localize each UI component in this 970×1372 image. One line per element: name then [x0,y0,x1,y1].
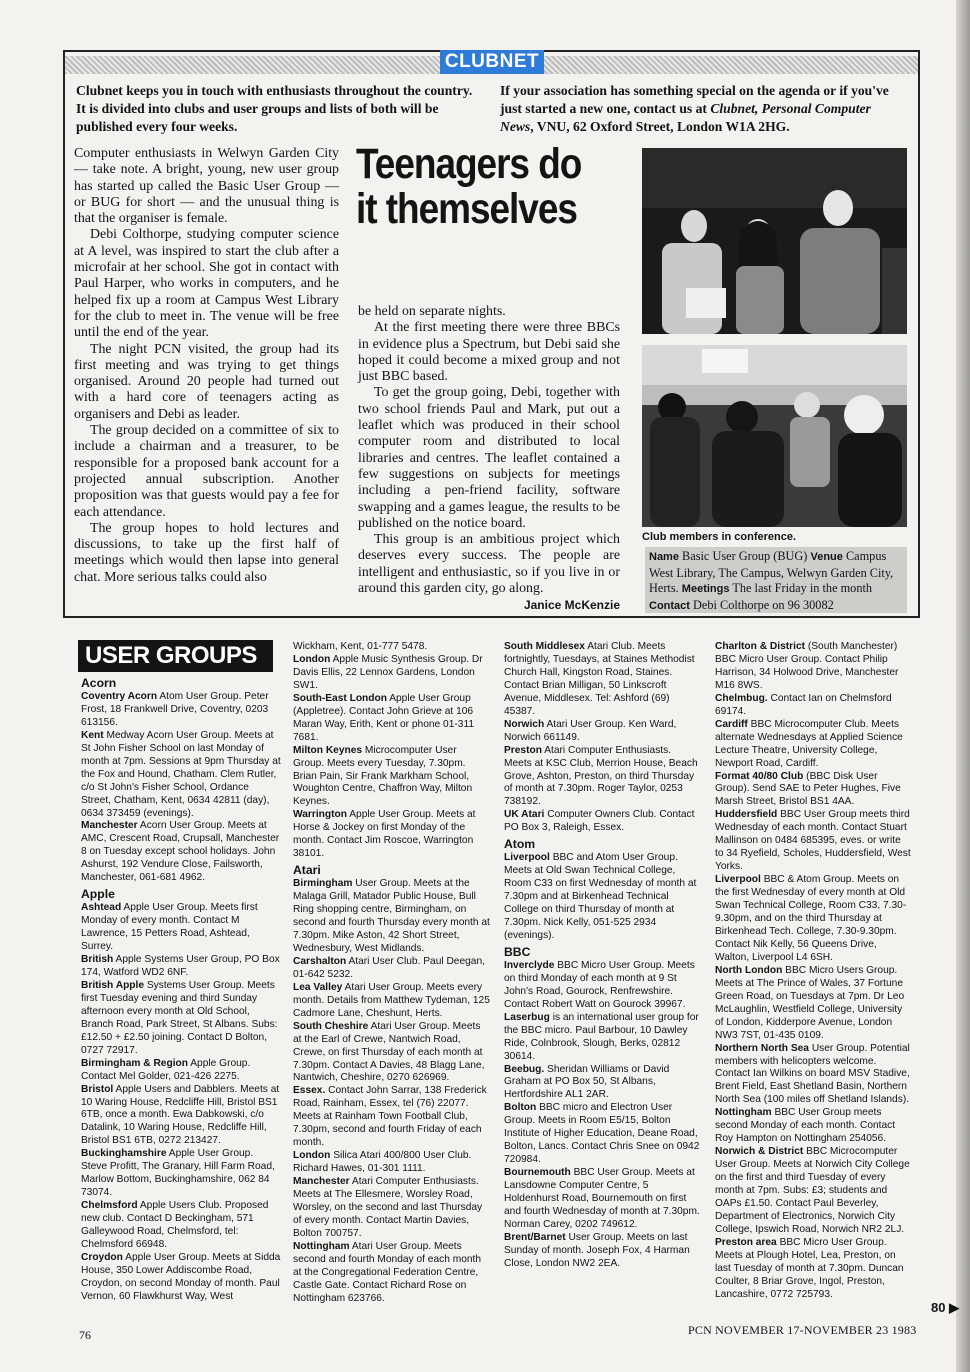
listing-entry-name: South Cheshire [293,1020,369,1032]
listing-entry [293,809,490,861]
listing-entry [504,1102,700,1167]
listing-entry-name: Ashtead [81,902,122,914]
article-paragraph: To get the group going, Debi, together with two school friends Paul and Mark, put out a leaflet which was produced in their school computer room and distributed to local libraries and centres. The leaflet contained a few suggestions on subjects for meetings including a pen-friend facility, software swapping and a games league, the results to be published on the notice board. [358,385,620,531]
listing-entry-text: Apple Systems User Group, PO Box 174, Watford WD2 6NF. [81,954,280,978]
clubnet-section-tag: CLUBNET [440,50,544,74]
listing-entry-name: Liverpool [504,852,550,864]
listing-section-heading: Apple [81,887,115,902]
intro-left: Clubnet keeps you in touch with enthusiasts throughout the country. It is divided into clubs and user groups and lists of both will be published every four weeks. [76,83,473,134]
article-headline: Teenagers do it themselves [356,140,582,233]
listing-entry [293,693,490,745]
listing-entry-name: Charlton & District [715,641,805,652]
listing-entry-name: Kent [81,729,104,741]
listing-entry-text: BBC Micro User Group. Meets at Plough Hotel, Lea, Preston, on last Tuesday of month at 7.30pm. Duncan Coulter, 8 Briar Grove, Ingol, Preston, Lancashire, 0772 725793. [715,1236,904,1300]
listing-entry [293,654,490,693]
listing-entry-text: BBC Micro User Group. Meets on third Monday of each month at 9 St John's Road, Gourock, Renfrewshire. Contact Robert Watt on Gourock 39967. [504,959,695,1010]
listing-entry-text: Contact John Sarrar, 138 Frederick Road, Rainham, Essex, tel (76) 22077. Meets at Rainham Town Football Club, 7.30pm, second and fourth Friday of each month. [293,1085,487,1149]
listing-entry [81,1148,281,1200]
listing-entry-name: Norwich [504,718,545,730]
listing-entry-text: Atari Computer Enthusiasts. Meets at The Ellesmere, Worsley Road, Worsley, on the second and last Thursday of every month. Contact Martin Davies, Bolton 700757. [293,1176,483,1239]
listing-entry-text: BBC and Atom User Group. Meets at Old Swan Technical College, Room C33 on first Wednesday of month at 7.30pm and at Birkenhead Technical College on third Thursday of month at 7.30pm. Nick Kelly, 051-525 2934 (evenings). [504,852,697,941]
listing-entry-text: Apple User Group. Steve Profitt, The Granary, Hill Farm Road, Marlow Bottom, Buckinghamshire, 062 84 73074. [81,1148,275,1199]
listing-entry-name: North London [715,964,783,976]
listing-entry-name: Essex. [293,1085,326,1097]
article-paragraph: The night PCN visited, the group had its first meeting and was trying to get things organised. Around 20 people had turned out with a hard core of teenagers acting as organisers and Debi as leader. [74,341,339,422]
listing-entry [504,1167,700,1232]
listing-entry [81,980,281,1058]
listing-entry-name: Buckinghamshire [81,1148,167,1160]
group-info-box: Name Basic User Group (BUG) Venue Campus West Library, The Campus, Welwyn Garden City, Herts. Meetings The last Friday in the month Contact Debi Colthorpe on 96 30082 [645,547,907,613]
page-binding-shadow [956,0,970,1372]
listing-entry-name: Bournemouth [504,1167,571,1179]
listing-entry [81,954,281,980]
listing-section-heading: BBC [504,944,531,959]
listing-entry-name: British [81,954,114,966]
article-paragraph: Debi Colthorpe, studying computer science at A level, was inspired to start the club after a microfair at her school. She got in contact with Paul Harper, who works in computers, and he helped fix up a room at Campus West Library for the club to meet in. The venue will be free until the end of the year. [74,227,339,341]
listing-entry-text: BBC Microcomputer Club. Meets alternate Wednesdays at Applied Science Lecture Theatre, University College, Newport Road, Cardiff. [715,718,903,769]
listing-entry-text: User Group. Meets on last Sunday of month. Joseph Fox, 4 Harman Close, London NW2 2EA. [504,1231,690,1269]
listing-column-b [293,641,490,1306]
listing-entry-name: Manchester [293,1176,350,1188]
listing-entry-name: Norwich & District [715,1146,804,1158]
listing-entry [504,1064,700,1103]
listing-entry-text: BBC Micro Users Group. Meets at The Prince of Wales, 37 Fortune Green Road, on Tuesdays at 7pm. Dr Leo McLaughlin, Westfield College, University of London, Kidderpore Avenue, London NW3 7ST, 01-435 0109. [715,964,905,1041]
listing-entry-text: Apple User Group. Meets first Monday of every month. Contact M Lawrence, 15 Petters Road, Ashtead, Surrey. [81,902,258,953]
listing-entry-name: Chelmsford [81,1200,138,1212]
listing-entry [715,965,912,1043]
listing-entry-name: Preston [504,744,542,756]
listing-entry-text: Apple Music Synthesis Group. Dr Davis Ellis, 22 Lennox Gardens, London SW1. [293,653,483,691]
article-column-2 [358,304,620,597]
listing-entry-text: Apple Group. Contact Mel Golder, 021-426 2275. [81,1057,251,1082]
listing-entry-name: Bolton [504,1102,537,1114]
listing-entry-text: Medway Acorn User Group. Meets at St John Fisher School on last Monday of month at 7pm. Sessions at 9pm Thursday at the Fox and Hound, Chatham. Clem Rutler, c/o St John's Fisher School, Ordance Street, Chatham, Kent, 0634 42811 (day), 0634 373459 (evenings). [81,729,281,819]
listing-entry-name: Lea Valley [293,981,343,993]
listing-entry-text: Atari User Group. Meets at the Earl of Crewe, Nantwich Road, Crewe, on first Thursday of each month at 7.30pm. Contact A Davies, 48 Blagg Lane, Nantwich, Cheshire, 0270 626969. [293,1020,485,1084]
listing-entry [504,852,700,943]
listing-entry-name: Brent/Barnet [504,1231,566,1243]
listing-section-heading: Atari [293,863,321,878]
listing-entry [293,641,490,654]
listing-entry [715,1043,912,1108]
listing-entry [293,1150,490,1176]
listing-entry-text: Apple User Group. Meets at Horse & Jockey on first Monday of the month. Contact Jim Roscoe, Warrington 38101. [293,809,476,860]
listing-entry-name: Northern North Sea [715,1042,809,1054]
listing-entry-name: Bristol [81,1083,114,1095]
listing-entry-name: UK Atari [504,809,545,821]
listing-entry-name: Laserbug [504,1011,550,1023]
listing-entry-name: Warrington [293,809,347,821]
listing-entry [715,771,912,810]
listing-entry [81,1084,281,1149]
listing-entry-text: BBC User Group meets third Wednesday of each month. Contact Stuart Mallinson on 0484 685395, eves. or write to 34 Ryefield, Scholes, Huddersfield, West Yorks. [715,809,911,873]
listing-entry-name: Coventry Acorn [81,690,158,702]
listing-entry-name: London [293,1150,331,1162]
article-paragraph: be held on separate nights. [358,304,506,319]
article-paragraph: Computer enthusiasts in Welwyn Garden City — take note. A bright, young, new user group has started up called the Basic User Group — or BUG for short — and the unusual thing is that the organiser is female. [74,146,339,227]
listing-entry-name: Inverclyde [504,959,555,971]
listing-entry-text: Microcomputer User Group. Meets every Tuesday, 7.30pm. Brian Pain, Sir Frank Markham School, Woughton Centre, Chaffron Way, Milton Keynes. [293,744,473,808]
listing-entry-name: Preston area [715,1236,777,1248]
listing-entry-text: Apple User Group. Meets at Sidda House, 350 Lower Addiscombe Road, Croydon, on second Monday of month. Paul Vernon, 60 Flawkhurst Way, West [81,1251,281,1302]
listing-entry-text: Atari Club. Meets fortnightly, Tuesdays, at Staines Methodist Church Hall, Kingston Road, Staines. Contact Brian Milligan, 50 Linkscroft Avenue, Middlesex. Tel: Ashford (69) 45387. [504,641,695,717]
listing-entry [504,809,700,835]
listing-entry-text: Apple User Group (Appletree). Contact John Grieve at 106 Maran Way, Erith, Kent or phone 01-311 7681. [293,692,475,743]
listing-entry-name: Manchester [81,820,138,832]
article-paragraph: The group hopes to hold lectures and discussions, to take up the first half of meetings which would then lapse into general chat. More serious talks could also [74,520,339,585]
listing-section-heading: Acorn [81,676,117,690]
listing-entry [715,641,912,693]
listing-entry-name: London [293,653,331,665]
listing-entry [715,719,912,771]
listing-entry-text: Atari User Group. Meets second and fourth Monday of each month at the Congregational Federation Centre, Castle Gate. Contact Richard Rose on Nottingham 623766. [293,1240,482,1304]
listing-entry [504,1232,700,1271]
listing-entry-name: British Apple [81,979,145,991]
listing-entry-text: Atari Computer Enthusiasts. Meets at KSC Club, Merrion House, Beach Grove, Ashton, Preston, on third Thursday of month at 7.30pm. Roger Taylor, 0253 738192. [504,744,698,808]
listing-entry [293,1176,490,1241]
listing-entry [715,874,912,965]
listing-entry-name: Birmingham [293,878,353,890]
listing-entry-text: BBC User Group meets second Monday of each month. Contact Roy Hampton on Nottingham 254056. [715,1107,896,1145]
listing-entry-text: Silica Atari 400/800 User Club. Richard Hawes, 01-301 1111. [293,1150,472,1175]
photo-conference [642,345,907,527]
listing-entry-text: Acorn User Group. Meets at AMC, Crescent Road, Crupsall, Manchester 8 on Tuesday except school holidays. John Ashurst, 192 Vendure Close, Failsworth, Manchester, 061-681 4962. [81,820,280,884]
article-paragraph: The group decided on a committee of six to include a chairman and a treasurer, to be responsible for a proposed bank account for a projected annual subscription. Another proposition was that guests would pay a fee for each attendance. [74,423,339,520]
listing-entry [715,693,912,719]
article-column-1 [74,146,339,586]
listing-column-a [81,674,281,1304]
listing-column-c [504,641,700,1271]
listing-entry-name: Huddersfield [715,809,778,821]
listing-entry-name: South Middlesex [504,641,585,652]
page-number: 76 [79,1328,91,1342]
listing-entry-name: Beebug. [504,1063,545,1075]
photo-caption: Club members in conference. [642,531,797,543]
listing-entry [715,809,912,874]
continued-marker: 80 ▶ [931,1300,960,1315]
listing-entry-name: Cardiff [715,718,748,730]
listing-entry [81,691,281,730]
listing-entry-name: Birmingham & Region [81,1057,188,1069]
listing-entry [504,641,700,719]
listing-entry-text: Atom User Group. Peter Frost, 18 Frankwell Drive, Coventry, 0203 613156. [81,690,269,728]
photo-organisers [642,148,907,334]
listing-entry-name: Milton Keynes [293,744,363,756]
listing-entry [81,820,281,885]
listing-entry-name: Nottingham [293,1240,350,1252]
listing-entry-text: (BBC Disk User Group). Send SAE to Peter Hughes, Five Marsh Street, Bristol BS1 4AA. [715,770,901,808]
listing-entry [715,1237,912,1302]
listing-entry-text: Systems User Group. Meets first Tuesday evening and third Sunday afternoon every month at Old School, Branch Road, Park Street, St Albans. Subs: £12.50 + £2.50 joining. Contact D Bolton, 0727 72917. [81,979,278,1056]
listing-entry-text: Apple Users and Dabblers. Meets at 10 Waring House, Redcliffe Hill, Bristol BS1 6TB, once a month. Ewa Dabkowski, c/o Datalink, 10 Waring House, Redcliffe Hill, Bristol BS1 6TB, 0272 213427. [81,1083,280,1147]
listing-entry-name: Liverpool [715,874,761,886]
listing-entry-text: is an international user group for the BBC micro. Paul Barbour, 10 Dawley Ride, Colnbrook, Slough, Berks, 02812 30614. [504,1011,699,1062]
listing-entry [293,1241,490,1306]
listing-entry-name: Nottingham [715,1107,772,1119]
listing-entry [504,960,700,1012]
listing-entry [81,1200,281,1252]
listing-entry-text: BBC Microcomputer User Group. Meets at Norwich City College on the first and third Tuesday of every month at 7pm. Subs: £3; students and OAPs £1.50. Contact Paul Beverley, Department of Electronics, Norwich City College, Ipswich Road, Norwich NR2 2LJ. [715,1146,910,1235]
listing-entry-text: Atari User Group. Ken Ward, Norwich 661149. [504,718,677,743]
listing-entry-name: Chelmbug. [715,692,768,704]
listing-entry-text: Computer Owners Club. Contact PO Box 3, Raleigh, Essex. [504,809,695,834]
listing-entry-name: Carshalton [293,955,347,967]
listing-entry-text: Contact Ian on Chelmsford 69174. [715,692,892,717]
listing-entry [715,1107,912,1146]
listing-entry-name: Croydon [81,1251,123,1263]
listing-entry [81,902,281,954]
issue-footer: PCN NOVEMBER 17-NOVEMBER 23 1983 [688,1323,917,1337]
user-groups-heading: USER GROUPS [78,640,273,672]
listing-entry [293,982,490,1021]
listing-entry [81,1252,281,1304]
listing-entry [81,730,281,821]
listing-entry-text: BBC & Atom Group. Meets on the first Wednesday of every month at Old Swan Technical College, Room C33, 7.30-9.30pm, and on the third Thursday at Birkenhead Tech. College, 7.30-9.30pm. Contact Nik Kelly, 56 Queens Drive, Walton, Liverpool L4 6SH. [715,874,907,963]
listing-entry-text: Apple Users Club. Proposed new club. Contact D Beckingham, 571 Galleywood Road, Chelmsford, tel: Chelmsford 66948. [81,1200,269,1250]
listing-entry [504,719,700,745]
byline: Janice McKenzie [523,598,620,612]
listing-entry [293,745,490,810]
listing-entry-text: BBC micro and Electron User Group. Meets in Room E5/15, Bolton Institute of Higher Education, Deane Road, Bolton, Lancs. Contact Chris Snee on 0942 720984. [504,1102,700,1166]
listing-entry [293,1021,490,1086]
listing-entry-text: BBC User Group. Meets at Lansdowne Computer Centre, 5 Holdenhurst Road, Bournemouth on first and fourth Wednesday of month at 7.30pm. Norman Carey, 0202 749612. [504,1167,700,1230]
listing-entry-text: Atari User Group. Meets every month. Details from Matthew Tydeman, 125 Cadmore Lane, Cheshunt, Herts. [293,981,490,1019]
listing-entry-name: South-East London [293,692,387,704]
listing-section-heading: Atom [504,837,536,852]
listing-entry [715,1146,912,1237]
listing-column-d [715,641,912,1302]
listing-entry-text: User Group. Potential members with helicopters welcome. Contact Ian Wilkins on board MSV Stadive, Brent Field, East Shetland Basin, Northern North Sea (100 miles off Shetland Islands). [715,1042,910,1106]
article-paragraph: This group is an ambitious project which deserves every success. The people are intelligent and enthusiastic, so if you live in or around this garden city, go along. [358,532,620,597]
listing-entry [293,878,490,956]
listing-entry [293,1085,490,1150]
listing-entry [293,956,490,982]
intro-right: If your association has something special on the agenda or if you've just started a new one, contact us at Clubnet, Personal Computer News, VNU, 62 Oxford Street, London W1A 2HG. [500,83,889,134]
listing-entry-text: Sheridan Williams or David Graham at PO Box 50, St Albans, Hertfordshire AL1 2AR. [504,1063,670,1101]
listing-entry-text: Atari User Club. Paul Deegan, 01-642 5232. [293,955,485,980]
listing-entry [504,1012,700,1064]
article-paragraph: At the first meeting there were three BBCs in evidence plus a Spectrum, but Debi said she hoped it could become a mixed group and not just BBC based. [358,320,620,385]
listing-entry-text: Wickham, Kent, 01-777 5478. [293,641,428,652]
listing-entry-text: (South Manchester) BBC Micro User Group. Contact Philip Harrison, 34 Holwood Drive, Manchester M16 8WS. [715,641,899,691]
listing-entry [504,745,700,810]
listing-entry-text: User Group. Meets at the Malaga Grill, Matador Public House, Bull Ring shopping centre, Birmingham, on second and fourth Thursday every month at 7.30pm. Mike Aston, 42 Short Street, Wednesbury, West Midlands. [293,878,490,954]
listing-entry [81,1058,281,1084]
listing-entry-name: Format 40/80 Club [715,770,804,782]
